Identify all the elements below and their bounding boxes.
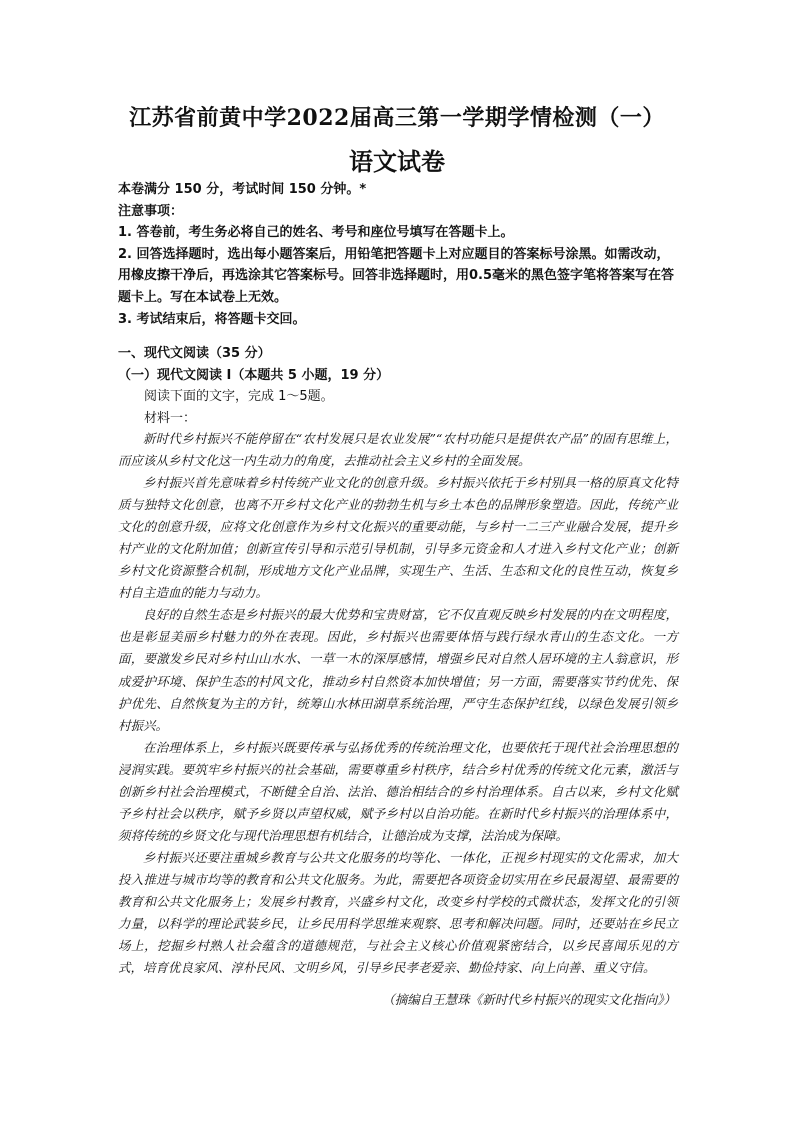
exam-title: 江苏省前黄中学2022届高三第一学期学情检测（一）: [129, 105, 665, 131]
notice-item-2: 2. 回答选择题时，选出每小题答案后，用铅笔把答题卡上对应题目的答案标号涂黑。如需改动，用橡皮擦干净后，再选涂其它答案标号。回答非选择题时，用0.5毫米的黑色签字笔将答案写在答题卡上。写在本试卷上无效。: [118, 246, 675, 305]
article-paragraph: 乡村振兴还要注重城乡教育与公共文化服务的均等化、一体化，正视乡村现实的文化需求，加大投入推进与城市均等的教育和公共文化服务。为此，需要把各项资金切实用在乡民最渴望、最需要的教育和公共文化服务上；发展乡村教育，兴盛乡村文化，改变乡村学校的式微状态，发挥文化的引领力量，以科学的理论武装乡民，让乡民用科学思维来观察、思考和解决问题。同时，还要站在乡民立场上，挖掘乡村熟人社会蕴含的道德规范，与社会主义核心价值观紧密结合，以乡民喜闻乐见的方式，培育优良家风、淳朴民风、文明乡风，引导乡民孝老爱亲、勤俭持家、向上向善、重义守信。: [118, 849, 678, 976]
article-paragraph: 在治理体系上，乡村振兴既要传承与弘扬优秀的传统治理文化，也要依托于现代社会治理思想的浸润实践。要筑牢乡村振兴的社会基础，需要尊重乡村秩序，结合乡村优秀的传统文化元素，激活与创新乡村社会治理模式，不断健全自治、法治、德治相结合的乡村治理体系。自古以来，乡村文化赋予乡村社会以秩序，赋予乡贤以声望权威，赋予乡村以自治功能。在新时代乡村振兴的治理体系中，须将传统的乡贤文化与现代治理思想有机结合，让德治成为支撑，法治成为保障。: [118, 739, 678, 843]
article-paragraph: 乡村振兴首先意味着乡村传统产业文化的创意升级。乡村振兴依托于乡村别具一格的原真文化特质与独特文化创意，也离不开乡村文化产业的勃勃生机与乡土本色的品牌形象塑造。因此，传统产业文化的创意升级，应将文化创意作为乡村文化振兴的重要动能，与乡村一二三产业融合发展，提升乡村产业的文化附加值；创新宣传引导和示范引导机制，引导多元资金和人才进入乡村文化产业；创新乡村文化资源整合机制，形成地方文化产业品牌，实现生产、生活、生态和文化的良性互动，恢复乡村自主造血的能力与动力。: [118, 475, 678, 601]
material-label: 材料一：: [144, 410, 197, 426]
notice-heading: 注意事项：: [118, 203, 184, 219]
notice-item-3: 3. 考试结束后，将答题卡交回。: [118, 311, 306, 327]
reading-section: [118, 343, 678, 429]
article-paragraph: 良好的自然生态是乡村振兴的最大优势和宝贵财富，它不仅直观反映乡村发展的内在文明程度，也是彰显美丽乡村魅力的外在表现。因此，乡村振兴也需要体悟与践行绿水青山的生态文化。一方面，要激发乡民对乡村山山水水、一草一木的深厚感情，增强乡民对自然人居环境的主人翁意识，形成爱护环境、保护生态的村风文化，推动乡村自然资本加快增值；另一方面，需要落实节约优先、保护优先、自然恢复为主的方针，统筹山水林田湖草系统治理，严守生态保护红线，以绿色发展引领乡村振兴。: [118, 607, 678, 733]
sub-title: （一）现代文阅读 I（本题共 5 小题，19 分）: [118, 367, 390, 383]
article-source: （摘编自王慧珠《新时代乡村振兴的现实文化指向》）: [382, 992, 676, 1007]
notice-item-1: 1. 答卷前，考生务必将自己的姓名、考号和座位号填写在答题卡上。: [118, 225, 514, 241]
score-line: 本卷满分 150 分，考试时间 150 分钟。*: [118, 182, 367, 197]
exam-notice: [118, 179, 678, 330]
instruction: 阅读下面的文字，完成 1～5题。: [144, 389, 334, 404]
exam-subtitle: 语文试卷: [349, 147, 445, 176]
article-paragraph: 新时代乡村振兴不能停留在“农村发展只是农业发展”“农村功能只是提供农产品”的固有思维上，而应该从乡村文化这一内生动力的角度，去推动社会主义乡村的全面发展。: [118, 431, 678, 469]
part-title: 一、现代文阅读（35 分）: [118, 346, 271, 361]
article-body: [118, 428, 678, 979]
